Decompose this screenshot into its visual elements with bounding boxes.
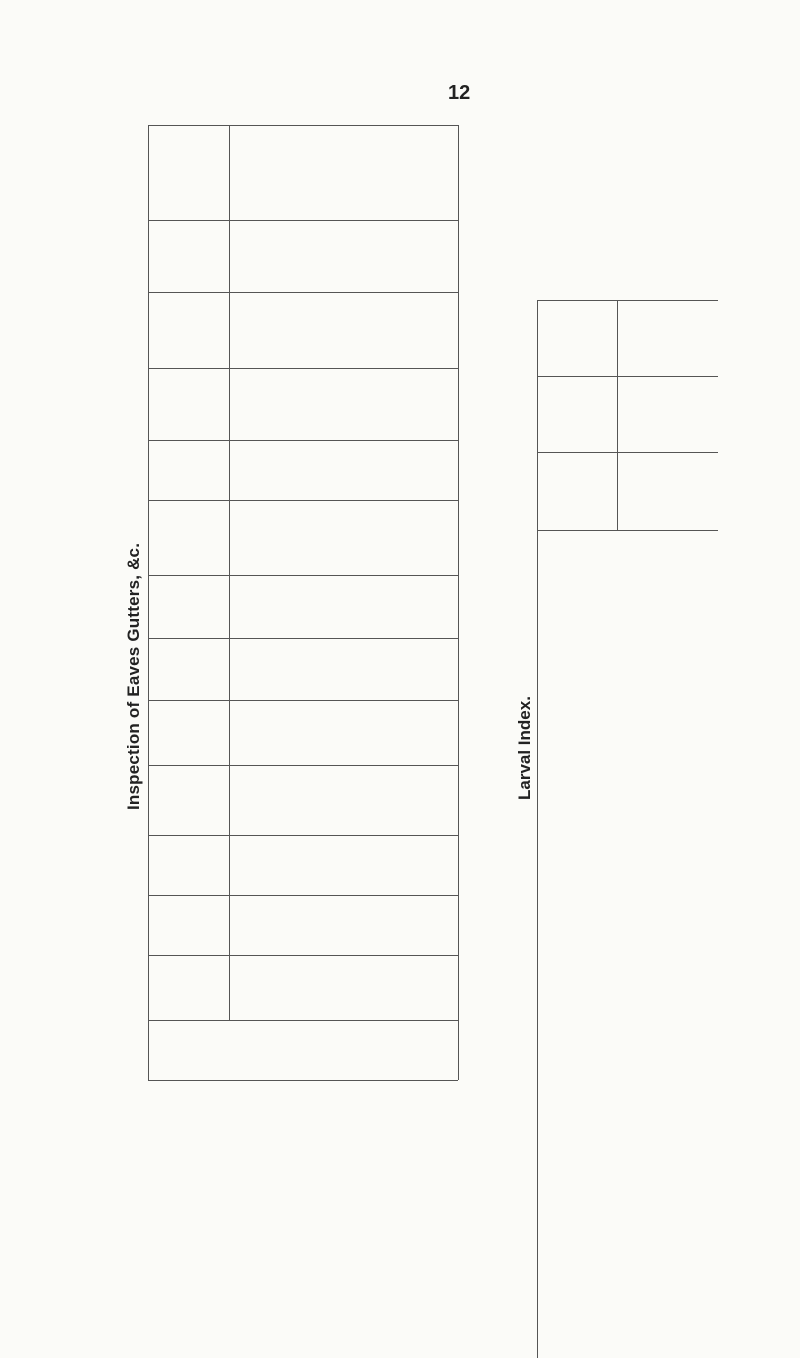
column-header [153,224,226,288]
page-number: 12 [448,82,471,104]
column-header [153,444,226,496]
larval-index-title: Larval Index. [515,696,534,800]
column-header [153,1024,226,1076]
table1-left-rule [148,125,149,1080]
column-divider [148,125,458,126]
table1-bottom-rule [148,1080,458,1081]
column-header [540,455,614,527]
table2-left-rule [537,300,538,1358]
column-divider [148,368,458,369]
column-header [153,899,226,951]
column-header [153,579,226,634]
column-divider [148,765,458,766]
column-header [540,379,614,449]
column-divider [148,575,458,576]
column-header [153,769,226,831]
table2-bottom-rule [537,530,718,531]
column-divider [148,835,458,836]
column-header [153,296,226,364]
column-header [153,704,226,761]
column-divider [148,500,458,501]
table2-mid-rule [537,452,718,453]
column-divider [148,220,458,221]
column-divider [148,700,458,701]
table1-right-rule [458,125,459,1080]
side-title: Inspection of Eaves Gutters, &c. [124,542,143,810]
column-divider [148,638,458,639]
table2-top-rule [537,300,718,301]
column-header [153,504,226,571]
column-header [153,372,226,436]
column-divider [148,440,458,441]
column-header [153,642,226,696]
column-divider [148,1020,458,1021]
column-header [153,839,226,891]
column-divider [148,292,458,293]
column-header [540,303,614,373]
table2-header-rule [617,300,618,530]
table1-header-rule [229,125,230,1020]
column-divider [148,895,458,896]
column-header [153,959,226,1016]
column-header [153,129,226,216]
table2-mid-rule-2 [537,376,718,377]
column-divider [148,955,458,956]
